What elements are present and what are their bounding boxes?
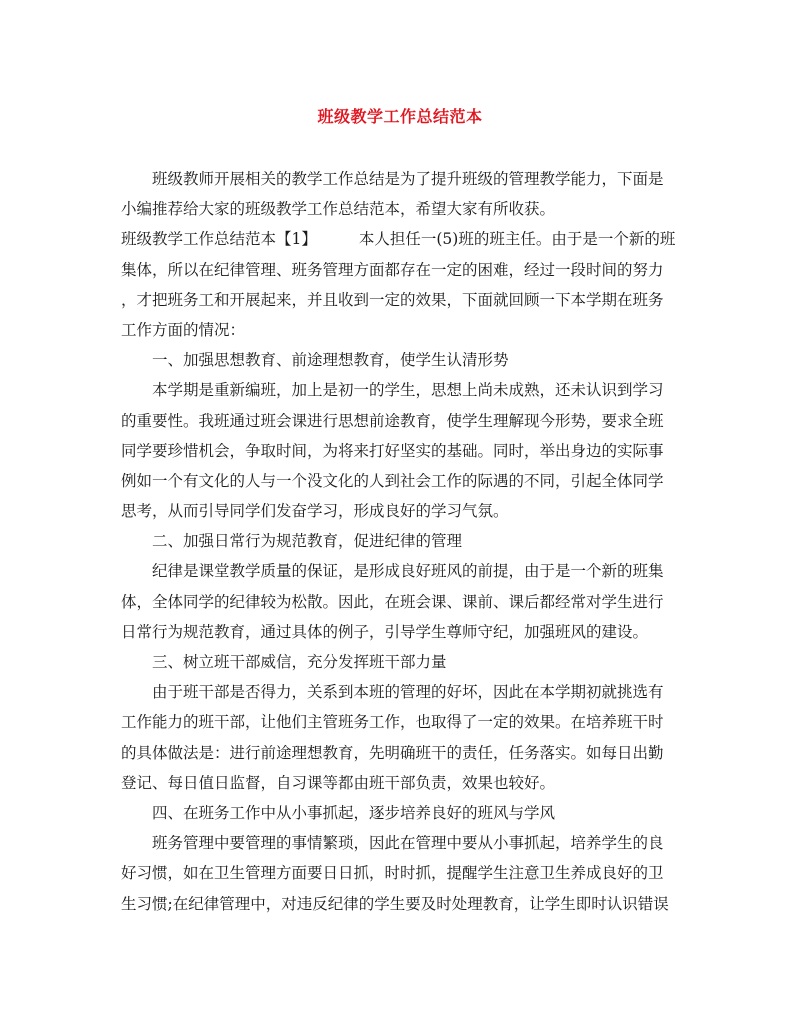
section3-line: 的具体做法是：进行前途理想教育，先明确班干的责任，任务落实。如每日出勤: [121, 743, 664, 762]
section-heading-1: 一、加强思想教育、前途理想教育，使学生认清形势: [152, 351, 509, 370]
example-first-text: 本人担任一(5)班的班主任。由于是一个新的班: [358, 230, 676, 249]
section1-line: 的重要性。我班通过班会课进行思想前途教育，使学生理解现今形势，要求全班: [121, 411, 664, 430]
section2-line: 体，全体同学的纪律较为松散。因此，在班会课、课前、课后都经常对学生进行: [121, 592, 664, 611]
example-label: 班级教学工作总结范本【1】: [121, 230, 317, 249]
example-first-line: [121, 224, 681, 254]
section3-line: 由于班干部是否得力，关系到本班的管理的好坏，因此在本学期初就挑选有: [152, 683, 664, 702]
document-title: 班级教学工作总结范本: [317, 107, 483, 126]
section1-line: 例如一个有文化的人与一个没文化的人到社会工作的际遇的不同，引起全体同学: [121, 471, 664, 490]
section-heading-3: 三、树立班干部威信，充分发挥班干部力量: [152, 653, 447, 671]
document-body: [121, 164, 681, 919]
section4-line: 好习惯，如在卫生管理方面要日日抓，时时抓，提醒学生注意卫生养成良好的卫: [121, 864, 664, 883]
section1-line: 思考，从而引导同学们发奋学习，形成良好的学习气氛。: [121, 502, 509, 521]
section3-line: 登记、每日值日监督，自习课等都由班干部负责，效果也较好。: [121, 773, 556, 792]
section3-line: 工作能力的班干部，让他们主管班务工作，也取得了一定的效果。在培养班干时: [121, 713, 664, 732]
section1-line: 同学要珍惜机会，争取时间，为将来打好坚实的基础。同时，举出身边的实际事: [121, 441, 664, 460]
intro-line: 班级教师开展相关的教学工作总结是为了提升班级的管理教学能力，下面是: [152, 170, 664, 188]
section2-line: 纪律是课堂教学质量的保证，是形成良好班风的前提，由于是一个新的班集: [152, 562, 664, 581]
section-heading-2: 二、加强日常行为规范教育，促进纪律的管理: [152, 532, 463, 551]
section-heading-4: 四、在班务工作中从小事抓起，逐步培养良好的班风与学风: [152, 803, 556, 822]
section4-line: 生习惯;在纪律管理中，对违反纪律的学生要及时处理教育，让学生即时认识错误: [121, 894, 669, 913]
example-line: 工作方面的情况：: [121, 320, 246, 339]
example-line: ，才把班务工和开展起来，并且收到一定的效果，下面就回顾一下本学期在班务: [121, 290, 664, 309]
section4-line: 班务管理中要管理的事情繁琐，因此在管理中要从小事抓起，培养学生的良: [152, 834, 664, 853]
section1-line: 本学期是重新编班，加上是初一的学生，思想上尚未成熟，还未认识到学习: [152, 381, 664, 400]
example-line: 集体，所以在纪律管理、班务管理方面都存在一定的困难，经过一段时间的努力: [121, 260, 664, 279]
section2-line: 日常行为规范教育，通过具体的例子，引导学生尊师守纪，加强班风的建设。: [121, 622, 649, 641]
intro-line: 小编推荐给大家的班级教学工作总结范本，希望大家有所收获。: [121, 200, 556, 219]
